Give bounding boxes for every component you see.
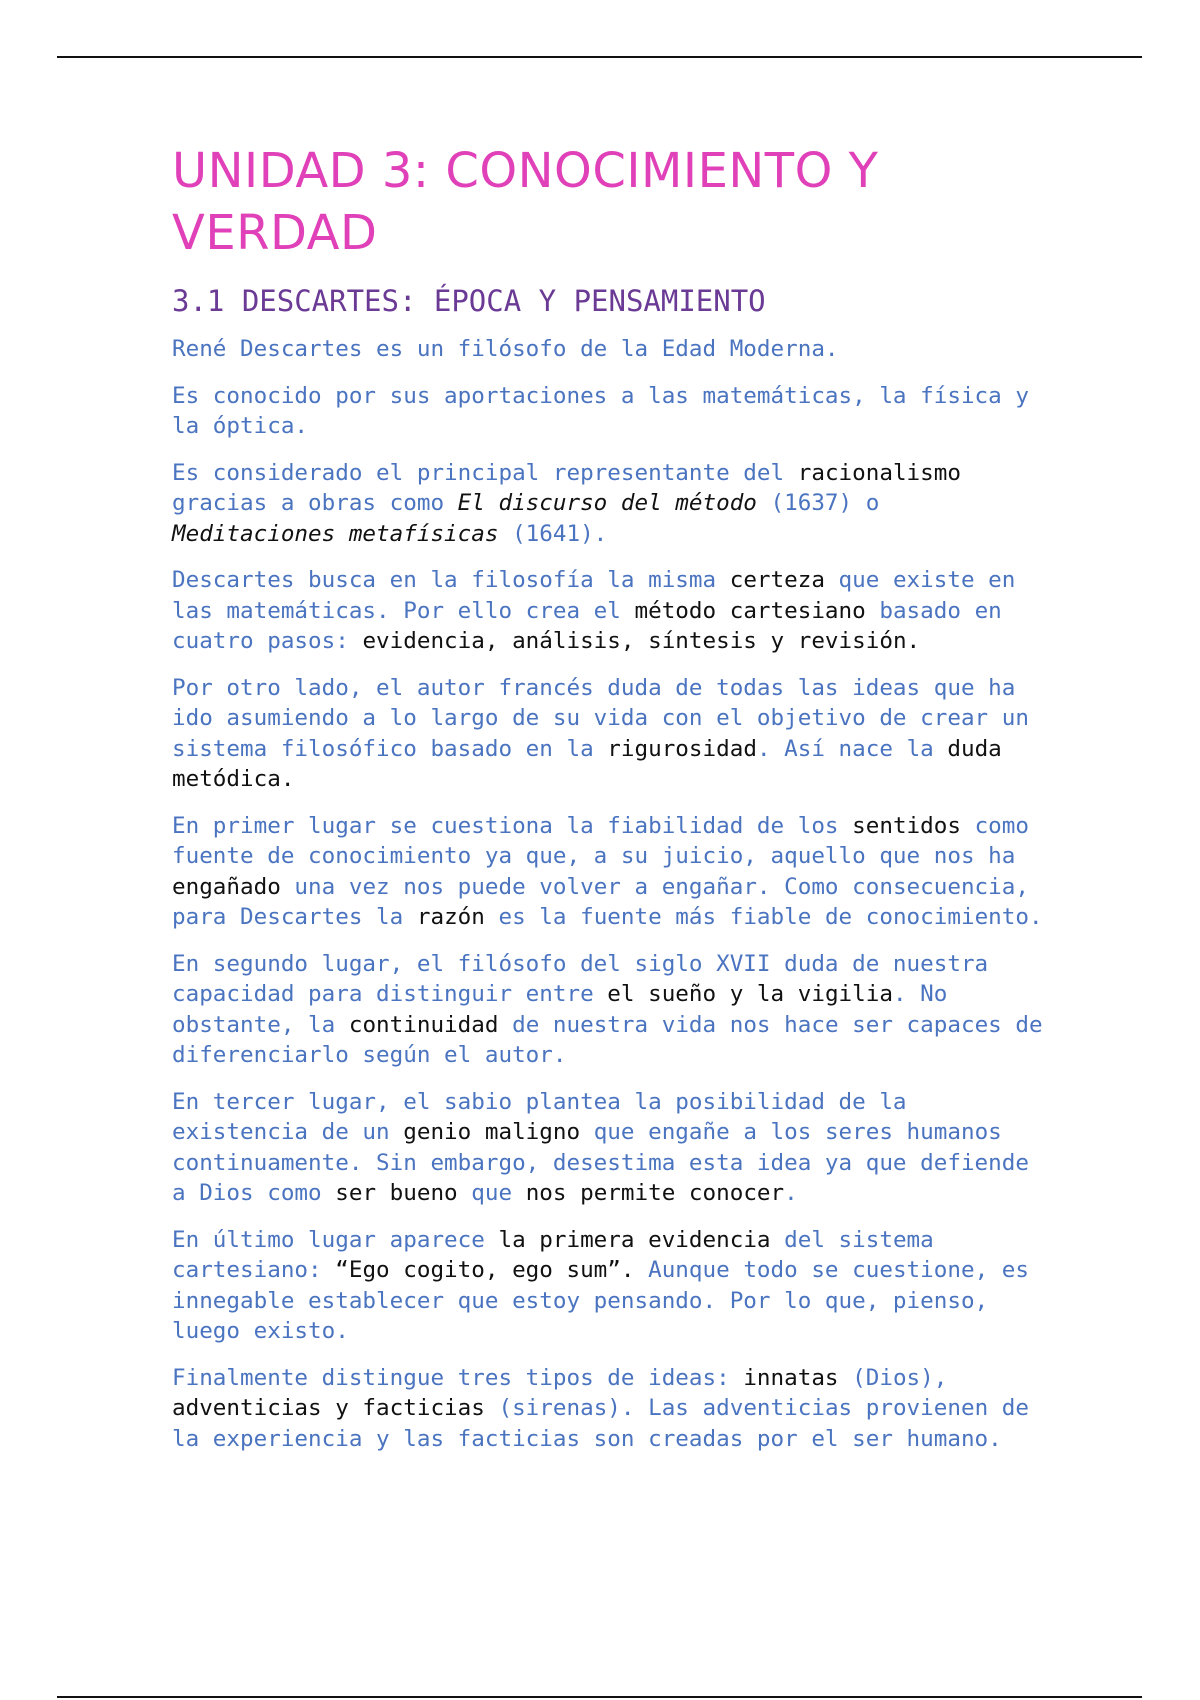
paragraph-list bbox=[172, 334, 1052, 1454]
key-term: sentidos bbox=[852, 812, 961, 839]
paragraph-text: Aunque todo se cuestione, es innegable establecer que estoy pensando. Por lo que, pienso, luego existo. bbox=[172, 1257, 1029, 1344]
paragraph-text: (Dios), bbox=[838, 1364, 948, 1391]
key-term: evidencia, análisis, síntesis y revisión. bbox=[362, 628, 921, 654]
paragraph-text: En tercer lugar, el sabio plantea la posibilidad de la existencia de un bbox=[172, 1088, 907, 1145]
paragraph-text: que existe en las matemáticas. Por ello crea el bbox=[172, 567, 1016, 624]
paragraph-text: . No obstante, la bbox=[172, 981, 948, 1038]
book-title: El discurso del método bbox=[457, 490, 757, 516]
key-term: innatas bbox=[743, 1364, 839, 1391]
paragraph-text: En primer lugar se cuestiona la fiabilidad de los bbox=[172, 812, 853, 839]
paragraph-text: que bbox=[457, 1180, 526, 1206]
key-term: adventicias y facticias bbox=[172, 1395, 485, 1421]
key-term: método cartesiano bbox=[634, 597, 866, 624]
paragraph-text: de nuestra vida nos hace ser capaces de diferenciarlo según el autor. bbox=[172, 1011, 1043, 1068]
key-term: racionalismo bbox=[797, 459, 961, 486]
paragraph bbox=[172, 1363, 1052, 1455]
paragraph-text: Por otro lado, el autor francés duda de todas las ideas que ha ido asumiendo a lo largo de su vida con el objetivo de crear un sistema filosófico basado en la bbox=[172, 674, 1029, 762]
key-term: rigurosidad bbox=[607, 735, 757, 762]
paragraph-text: . Así nace la bbox=[756, 735, 948, 762]
paragraph-text: gracias a obras como bbox=[172, 490, 458, 516]
key-term: duda metódica. bbox=[172, 735, 1002, 792]
paragraph-text: Es conocido por sus aportaciones a las matemáticas, la física y la óptica. bbox=[172, 382, 1029, 439]
paragraph bbox=[172, 1225, 1052, 1347]
key-term: razón bbox=[416, 904, 485, 930]
paragraph bbox=[172, 334, 1052, 365]
paragraph-text: una vez nos puede volver a engañar. Como consecuencia, para Descartes la bbox=[172, 873, 1029, 930]
paragraph-text: del sistema cartesiano: bbox=[172, 1226, 934, 1283]
paragraph-text: es la fuente más fiable de conocimiento. bbox=[484, 904, 1043, 930]
paragraph bbox=[172, 565, 1052, 657]
key-term: engañado bbox=[172, 873, 281, 900]
document-body bbox=[172, 140, 1052, 1470]
paragraph-text: En segundo lugar, el filósofo del siglo XVII duda de nuestra capacidad para distinguir entre bbox=[172, 950, 989, 1007]
paragraph-text: Descartes busca en la filosofía la misma bbox=[172, 567, 730, 593]
paragraph-text: Es considerado el principal representante del bbox=[172, 459, 798, 486]
key-term: genio maligno bbox=[403, 1119, 581, 1145]
section-heading: 3.1 DESCARTES: ÉPOCA Y PENSAMIENTO bbox=[172, 284, 766, 318]
paragraph bbox=[172, 811, 1052, 933]
page-title: UNIDAD 3: CONOCIMIENTO Y VERDAD bbox=[172, 143, 879, 261]
paragraph-text: como fuente de conocimiento ya que, a su juicio, aquello que nos ha bbox=[172, 812, 1029, 869]
paragraph bbox=[172, 673, 1052, 795]
paragraph-text: basado en cuatro pasos: bbox=[172, 597, 1002, 654]
paragraph-text: que engañe a los seres humanos continuamente. Sin embargo, desestima esta idea ya que defiende a Dios como bbox=[172, 1119, 1029, 1206]
key-term: nos permite conocer bbox=[525, 1180, 785, 1206]
paragraph-text: Finalmente distingue tres tipos de ideas: bbox=[172, 1364, 744, 1391]
paragraph bbox=[172, 381, 1052, 442]
key-term: “Ego cogito, ego sum”. bbox=[335, 1257, 635, 1283]
paragraph bbox=[172, 1087, 1052, 1209]
paragraph bbox=[172, 458, 1052, 550]
bottom-rule bbox=[57, 1696, 1142, 1698]
paragraph-text: (1641). bbox=[498, 520, 608, 547]
key-term: el sueño y la vigilia bbox=[607, 981, 893, 1007]
key-term: certeza bbox=[729, 567, 825, 593]
paragraph-text: . bbox=[784, 1180, 798, 1206]
paragraph-text: René Descartes es un filósofo de la Edad Moderna. bbox=[172, 336, 839, 362]
paragraph-text: (sirenas). Las adventicias provienen de la experiencia y las facticias son creadas por el ser humano. bbox=[172, 1395, 1029, 1452]
paragraph bbox=[172, 949, 1052, 1071]
book-title: Meditaciones metafísicas bbox=[172, 520, 499, 547]
paragraph-text: (1637) o bbox=[756, 490, 880, 516]
paragraph-text: En último lugar aparece bbox=[172, 1226, 499, 1253]
key-term: la primera evidencia bbox=[498, 1226, 771, 1253]
top-rule bbox=[57, 56, 1142, 58]
key-term: ser bueno bbox=[335, 1180, 458, 1206]
key-term: continuidad bbox=[348, 1011, 499, 1038]
